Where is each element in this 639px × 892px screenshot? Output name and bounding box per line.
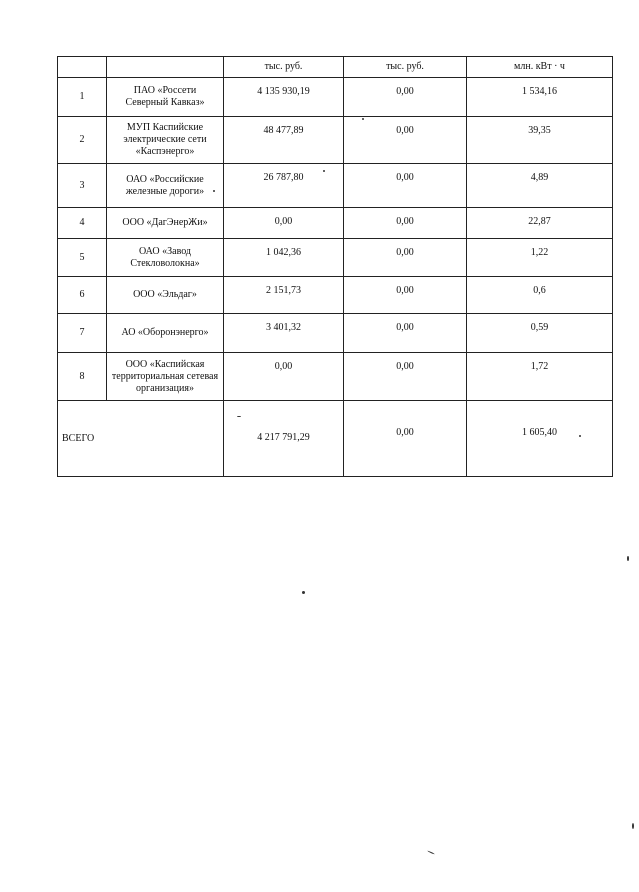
- row-number: 5: [58, 239, 107, 277]
- scan-speck: [213, 190, 215, 192]
- scan-speck: [627, 556, 629, 561]
- scan-speck: [323, 170, 325, 172]
- total-amount: 0,00: [344, 401, 467, 477]
- organization-name: АО «Оборонэнерго»: [107, 314, 224, 353]
- amount-cell: 3 401,32: [224, 314, 344, 353]
- amount-cell: 0,00: [224, 208, 344, 239]
- amount-cell: 26 787,80: [224, 164, 344, 208]
- energy-cell: 1,22: [467, 239, 613, 277]
- table-row: [58, 314, 613, 353]
- scan-speck: [237, 416, 241, 417]
- organization-name: ООО «ДагЭнерЖи»: [107, 208, 224, 239]
- amount-cell: 0,00: [344, 208, 467, 239]
- amount-cell: 0,00: [344, 164, 467, 208]
- energy-cell: 1 534,16: [467, 78, 613, 117]
- units-cell: млн. кВт · ч: [467, 57, 613, 78]
- row-number: 1: [58, 78, 107, 117]
- amount-cell: 0,00: [344, 314, 467, 353]
- units-cell: [58, 57, 107, 78]
- table-row: [58, 208, 613, 239]
- row-number: 3: [58, 164, 107, 208]
- organization-name: ПАО «Россети Северный Кавказ»: [107, 78, 224, 117]
- table-row: [58, 239, 613, 277]
- table-row: [58, 117, 613, 164]
- scan-speck: [632, 823, 634, 829]
- data-table: [57, 56, 613, 477]
- row-number: 7: [58, 314, 107, 353]
- scan-speck: [427, 850, 435, 854]
- amount-cell: 48 477,89: [224, 117, 344, 164]
- table-row: [58, 277, 613, 314]
- organization-name: ОАО «Российские железные дороги»: [107, 164, 224, 208]
- row-number: 4: [58, 208, 107, 239]
- energy-cell: 0,59: [467, 314, 613, 353]
- energy-cell: 39,35: [467, 117, 613, 164]
- organization-name: ОАО «Завод Стекловолокна»: [107, 239, 224, 277]
- energy-cell: 1,72: [467, 353, 613, 401]
- table-row: [58, 78, 613, 117]
- scan-speck: [362, 118, 364, 120]
- table-row: [58, 164, 613, 208]
- total-energy: 1 605,40: [467, 401, 613, 477]
- organization-name: МУП Каспийские электрические сети «Каспэнерго»: [107, 117, 224, 164]
- amount-cell: 0,00: [344, 117, 467, 164]
- row-number: 6: [58, 277, 107, 314]
- organization-name: ООО «Эльдаг»: [107, 277, 224, 314]
- amount-cell: 1 042,36: [224, 239, 344, 277]
- amount-cell: 0,00: [344, 353, 467, 401]
- units-cell: [107, 57, 224, 78]
- energy-cell: 22,87: [467, 208, 613, 239]
- scan-speck: [302, 591, 305, 594]
- energy-cell: 4,89: [467, 164, 613, 208]
- amount-cell: 0,00: [344, 277, 467, 314]
- amount-cell: 0,00: [344, 78, 467, 117]
- row-number: 2: [58, 117, 107, 164]
- units-cell: тыс. руб.: [344, 57, 467, 78]
- units-cell: тыс. руб.: [224, 57, 344, 78]
- organization-name: ООО «Каспийская территориальная сетевая организация»: [107, 353, 224, 401]
- scan-speck: [579, 435, 581, 437]
- energy-cell: 0,6: [467, 277, 613, 314]
- total-row: [58, 401, 613, 477]
- amount-cell: 2 151,73: [224, 277, 344, 314]
- row-number: 8: [58, 353, 107, 401]
- amount-cell: 0,00: [344, 239, 467, 277]
- total-amount: 4 217 791,29: [224, 401, 344, 477]
- amount-cell: 4 135 930,19: [224, 78, 344, 117]
- total-label: ВСЕГО: [58, 401, 224, 477]
- units-row: [58, 57, 613, 78]
- table-row: [58, 353, 613, 401]
- amount-cell: 0,00: [224, 353, 344, 401]
